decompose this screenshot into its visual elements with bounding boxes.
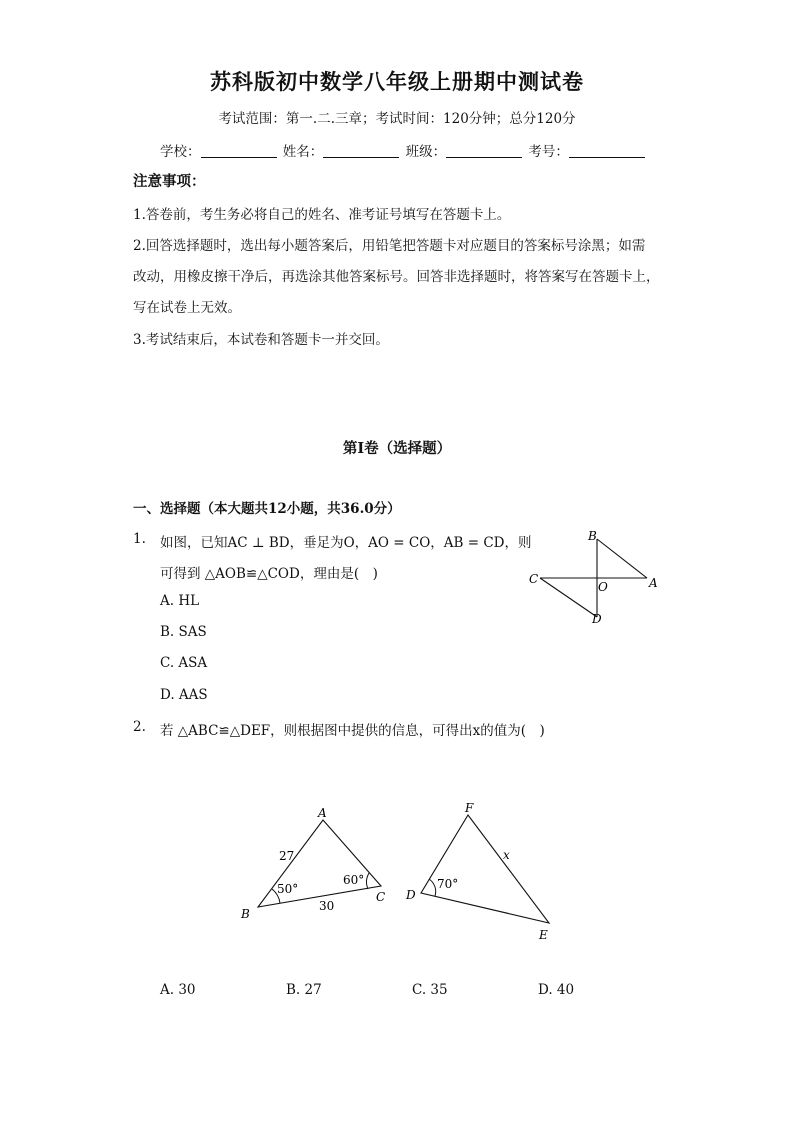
angle-d-value: 70° [437, 877, 459, 891]
note-item: 3.考试结束后，本试卷和答题卡一并交回。 [133, 332, 389, 348]
question-text: 可得到 △AOB≌△COD，理由是( ) [160, 566, 378, 582]
label-f: F [465, 801, 474, 815]
note-item: 改动，用橡皮擦干净后，再选涂其他答案标号。回答非选择题时，将答案写在答题卡上， [133, 269, 660, 285]
option-b[interactable]: B. SAS [160, 624, 207, 640]
label-b: B [241, 907, 250, 921]
note-item: 写在试卷上无效。 [133, 300, 241, 316]
label-a: A [649, 576, 658, 590]
angle-d-arc [429, 879, 436, 896]
side-x-label: x [503, 848, 510, 862]
notes-title: 注意事项： [133, 173, 206, 190]
number-label: 考号： [528, 144, 569, 160]
angle-b-value: 50° [277, 882, 299, 896]
option-a[interactable]: A. 30 [160, 982, 196, 998]
part-title: 一、选择题（本大题共12小题，共36.0分） [133, 501, 401, 517]
student-info-line [160, 140, 647, 160]
label-d: D [406, 888, 416, 902]
note-item: 1.答卷前，考生务必将自己的姓名、准考证号填写在答题卡上。 [133, 207, 511, 223]
triangle-def [421, 815, 549, 923]
note-item: 2.回答选择题时，选出每小题答案后，用铅笔把答题卡对应题目的答案标号涂黑；如需 [133, 238, 646, 254]
label-a: A [318, 806, 327, 820]
number-blank[interactable] [569, 143, 645, 158]
question-number: 1. [133, 531, 146, 547]
label-e: E [539, 928, 548, 942]
angle-c-value: 60° [343, 873, 365, 887]
option-c[interactable]: C. 35 [412, 982, 448, 998]
label-b: B [588, 529, 597, 543]
school-label: 学校： [160, 144, 201, 160]
figure-q1 [520, 525, 670, 630]
option-b[interactable]: B. 27 [286, 982, 322, 998]
label-d: D [592, 612, 602, 626]
exam-title: 苏科版初中数学八年级上册期中测试卷 [210, 69, 584, 94]
segment-ab [597, 539, 647, 578]
option-a[interactable]: A. HL [160, 593, 200, 609]
segment-cd [540, 578, 597, 617]
name-label: 姓名： [282, 144, 324, 160]
name-blank[interactable] [323, 143, 399, 158]
figure-q2 [230, 795, 570, 945]
class-label: 班级： [405, 144, 447, 160]
label-c: C [376, 890, 386, 904]
option-c[interactable]: C. ASA [160, 655, 208, 671]
section-title: 第Ⅰ卷（选择题） [342, 440, 452, 457]
angle-c-arc [367, 873, 369, 889]
label-c: C [529, 572, 539, 586]
question-number: 2. [133, 719, 146, 735]
option-d[interactable]: D. AAS [160, 687, 208, 703]
label-o: O [598, 580, 608, 594]
side-ab-value: 27 [279, 849, 295, 863]
school-blank[interactable] [201, 143, 277, 158]
option-d[interactable]: D. 40 [538, 982, 575, 998]
exam-subtitle: 考试范围：第一.二.三章；考试时间：120分钟；总分120分 [218, 111, 576, 127]
class-blank[interactable] [446, 143, 522, 158]
question-text: 若 △ABC≌△DEF，则根据图中提供的信息，可得出x的值为( ) [160, 723, 545, 739]
side-bc-value: 30 [319, 899, 335, 913]
question-text: 如图，已知AC ⊥ BD，垂足为O，AO = CO，AB = CD，则 [160, 535, 532, 551]
